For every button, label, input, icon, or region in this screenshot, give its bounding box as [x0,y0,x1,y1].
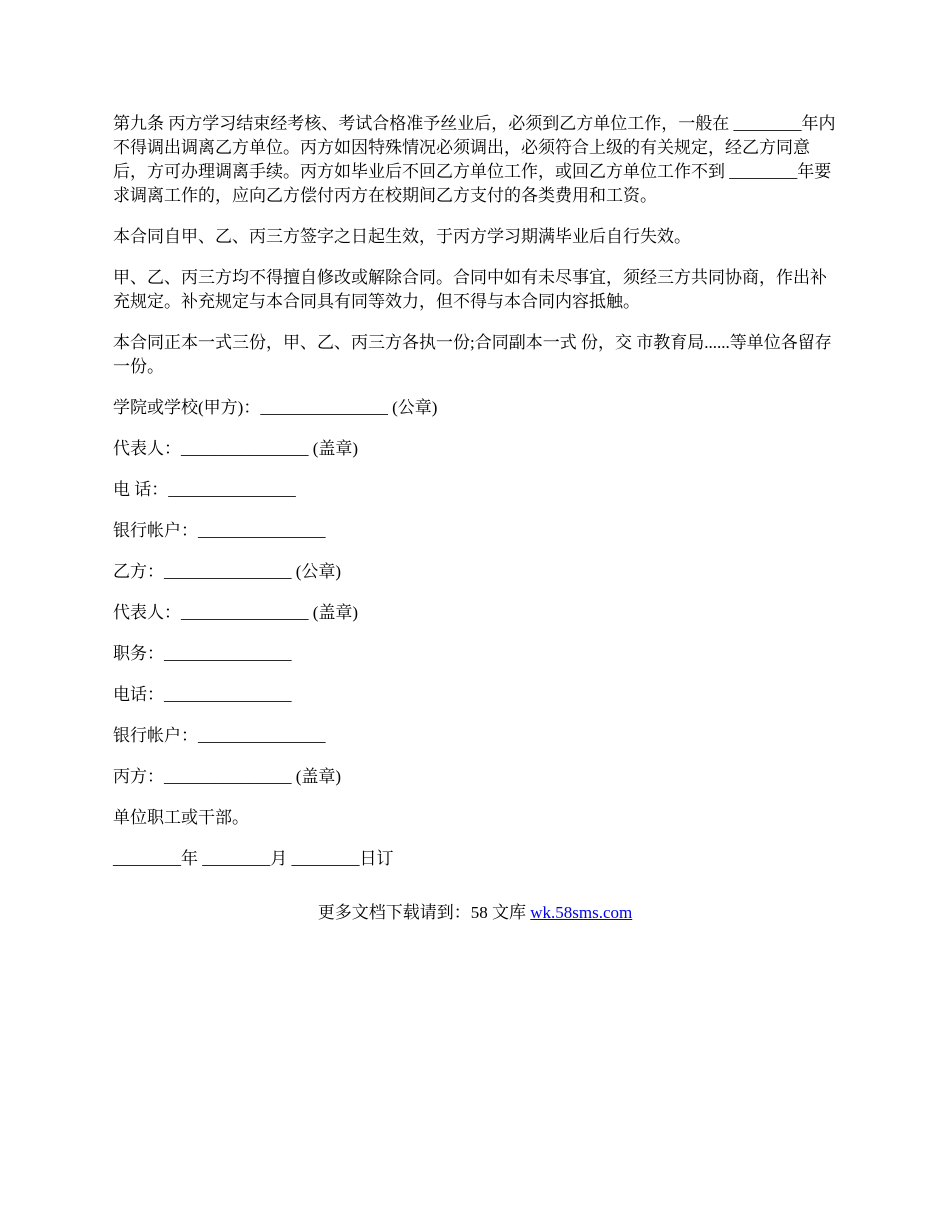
document-body [113,112,839,888]
party-a-representative-field: 代表人：_______________ (盖章) [113,439,359,458]
party-c-note: 单位职工或干部。 [113,808,249,827]
party-a-school-field: 学院或学校(甲方)：_______________ (公章) [113,398,438,417]
party-a-bank-account-field: 银行帐户：_______________ [113,521,326,540]
effective-date-paragraph: 本合同自甲、乙、丙三方签字之日起生效，于丙方学习期满毕业后自行失效。 [113,227,691,246]
footer-prefix-text: 更多文档下载请到：58 文库 [317,903,531,922]
party-c-field: 丙方：_______________ (盖章) [113,767,342,786]
signing-date-field: ________年 ________月 ________日订 [113,849,394,868]
party-a-phone-field: 电 话：_______________ [113,480,296,499]
party-b-representative-field: 代表人：_______________ (盖章) [113,603,359,622]
download-footer [0,901,950,925]
clause-nine-paragraph: 第九条 丙方学习结束经考核、考试合格准予丝业后，必须到乙方单位工作，一般在 ________年内不得调出调离乙方单位。丙方如因特殊情况必须调出，必须符合上级的有关规定，经乙方同意后，方可办理调离手续。丙方如毕业后不回乙方单位工作，或回乙方单位工作不到 ________年要求调离工作的，应向乙方偿付丙方在校期间乙方支付的各类费用和工资。 [113,114,836,205]
footer-site-link[interactable]: wk.58sms.com [530,903,633,922]
party-b-position-field: 职务：_______________ [113,644,292,663]
modification-paragraph: 甲、乙、丙三方均不得擅自修改或解除合同。合同中如有未尽事宜，须经三方共同协商，作出补充规定。补充规定与本合同具有同等效力，但不得与本合同内容抵触。 [113,268,827,311]
party-b-phone-field: 电话：_______________ [113,685,292,704]
copies-paragraph: 本合同正本一式三份，甲、乙、丙三方各执一份;合同副本一式 份，交 市教育局......等单位各留存一份。 [113,333,832,376]
party-b-bank-account-field: 银行帐户：_______________ [113,726,326,745]
party-b-field: 乙方：_______________ (公章) [113,562,342,581]
